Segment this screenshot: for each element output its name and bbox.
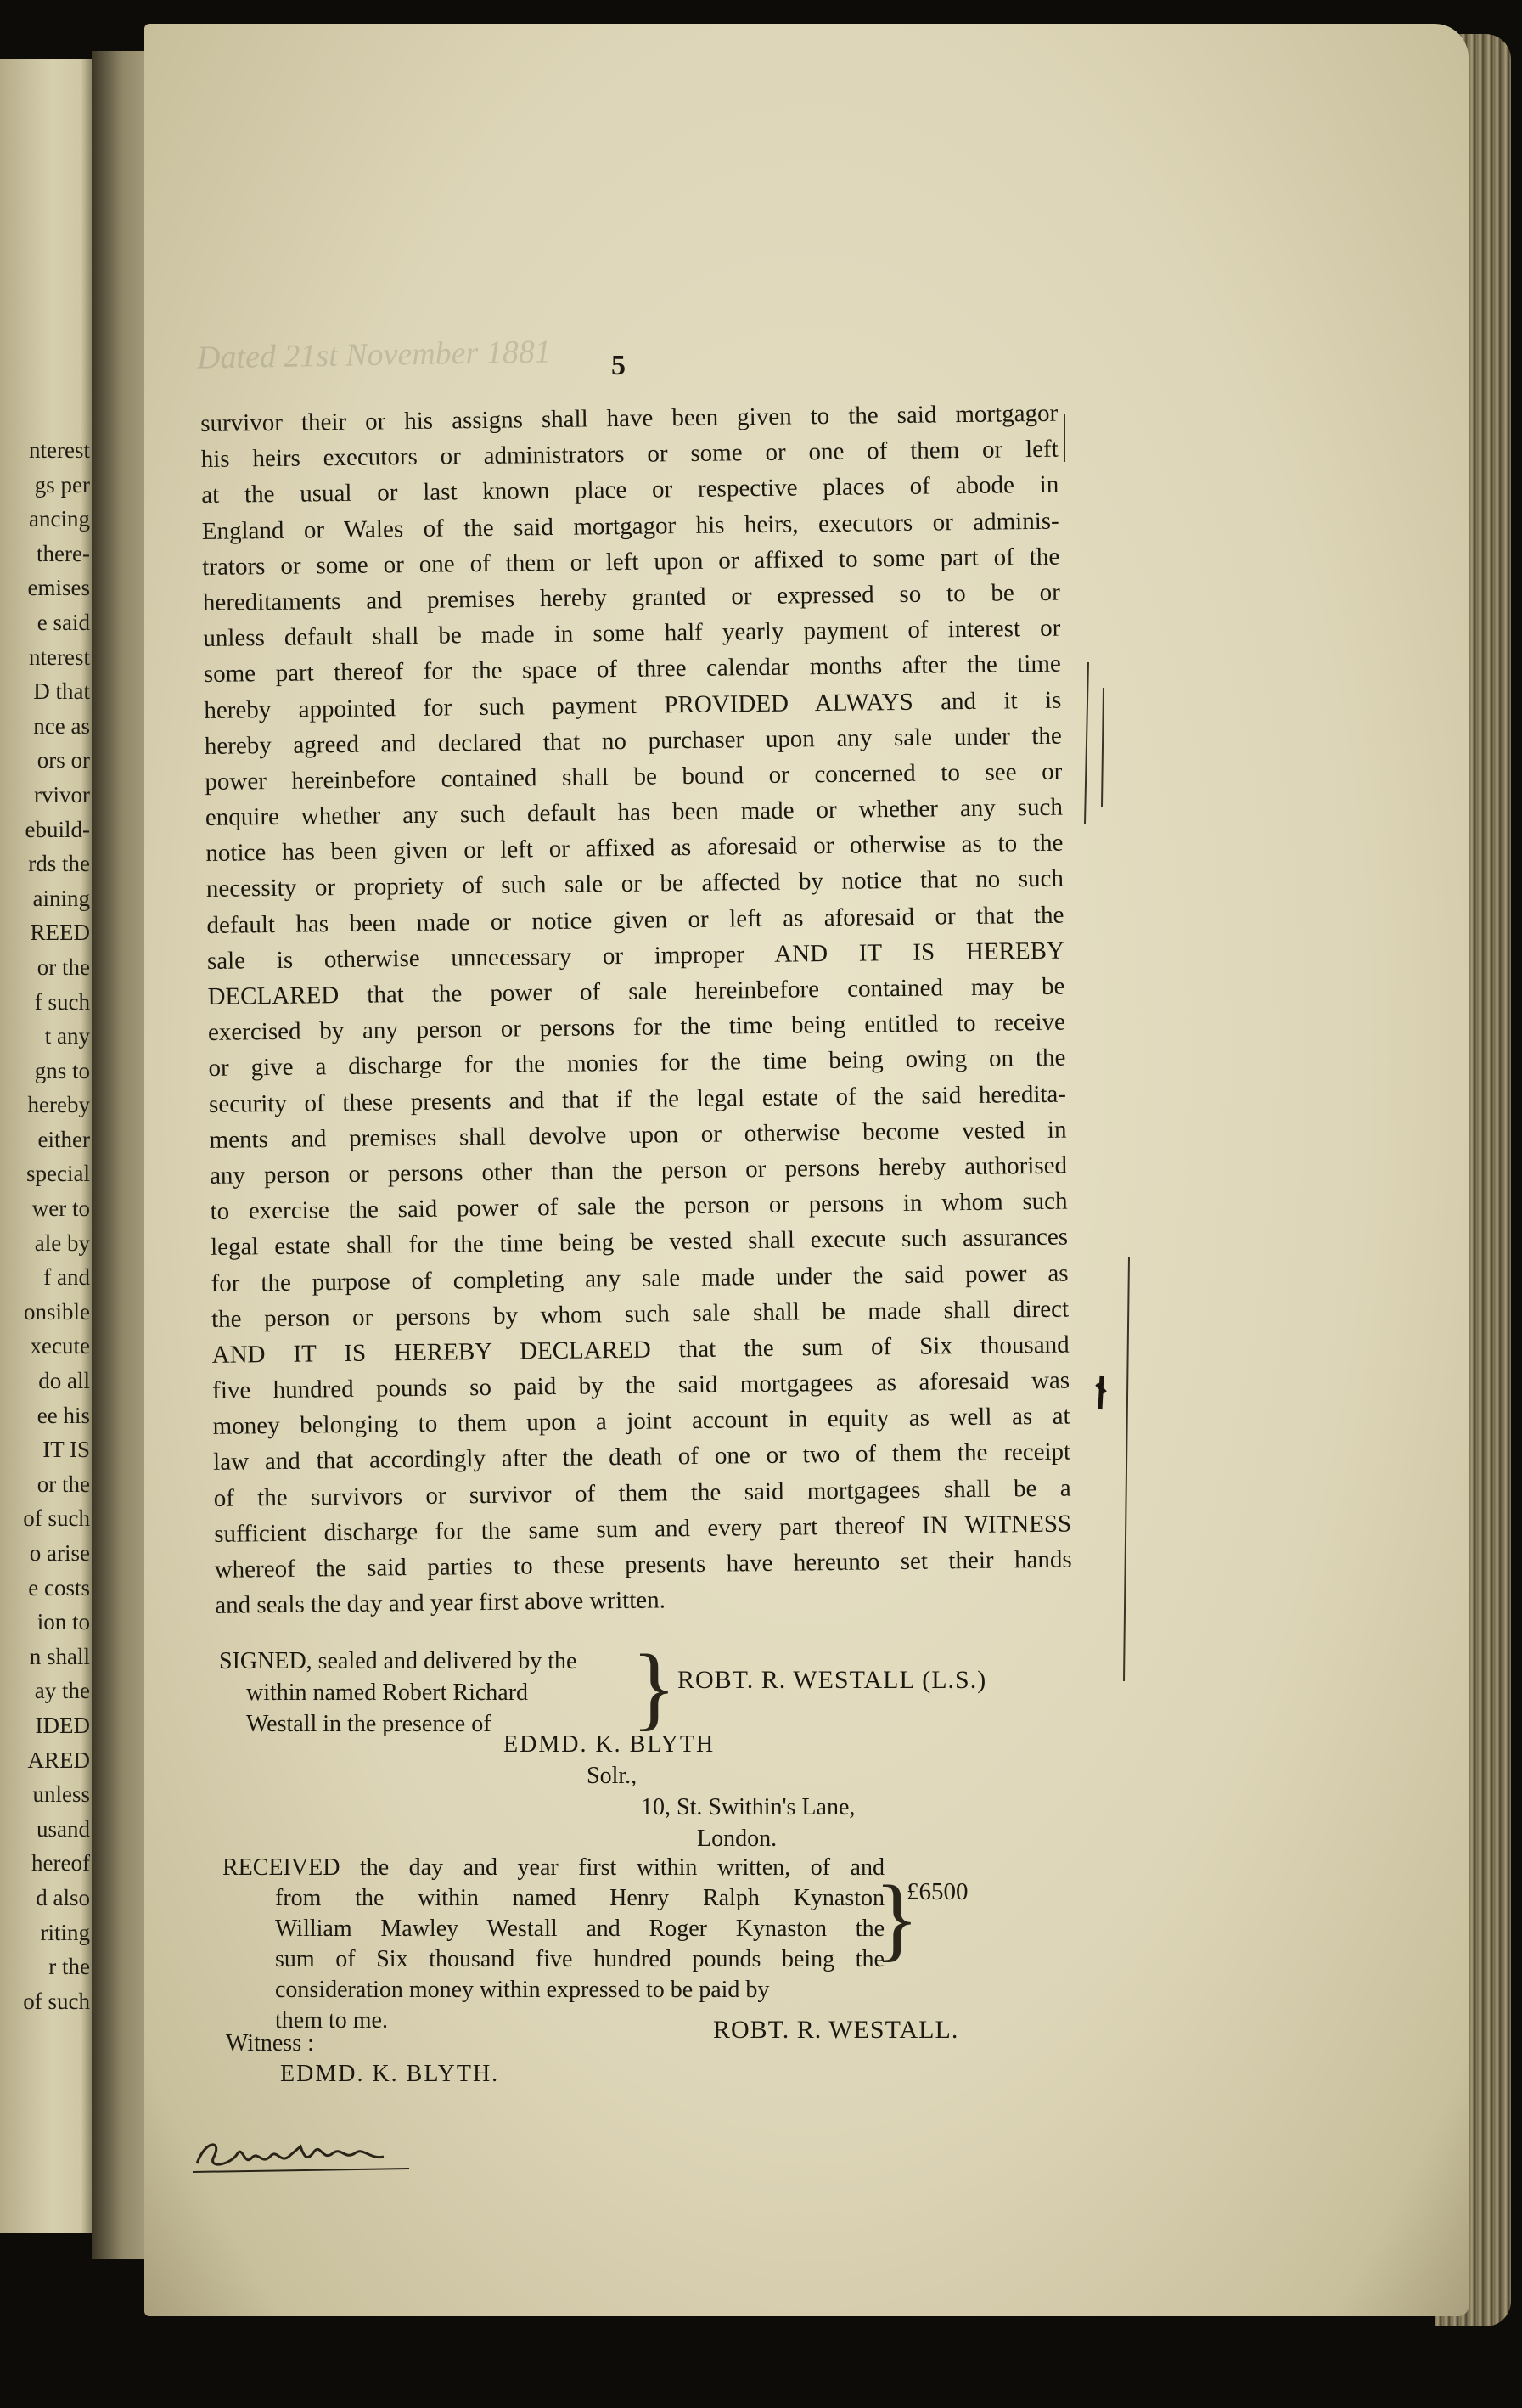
receipt-amount: £6500 <box>907 1878 969 1905</box>
left-fragment-line: ale by <box>34 1229 90 1256</box>
margin-marks <box>1053 408 1154 1681</box>
left-fragment-line: unless <box>32 1781 90 1808</box>
body-line: whereof the said parties to these presents have hereunto set their hands <box>214 1545 1072 1584</box>
witness-name: EDMD. K. BLYTH <box>503 1731 716 1758</box>
body-line: law and that accordingly after the death of one or two of them the receipt <box>213 1438 1071 1477</box>
receipt-line: from the within named Henry Ralph Kynaston <box>275 1885 885 1911</box>
receipt-line: consideration money within expressed to be paid by <box>275 1977 770 2003</box>
left-fragment-line: aining <box>32 885 90 911</box>
receipt-line: William Mawley Westall and Roger Kynaston the <box>275 1916 885 1942</box>
left-fragment-line: nterest <box>29 644 90 670</box>
body-line: five hundred pounds so paid by the said mortgagees as aforesaid was <box>211 1366 1070 1404</box>
left-fragment-line: of such <box>23 1988 90 2014</box>
body-line: England or Wales of the said mortgagor his heirs, executors or adminis- <box>201 507 1059 545</box>
left-fragment-line: ee his <box>37 1402 90 1428</box>
left-fragment-line: ion to <box>37 1609 90 1635</box>
left-fragment-line: IT IS <box>42 1437 90 1463</box>
left-fragment-line: onsible <box>24 1298 90 1325</box>
body-line: any person or persons other than the person or persons hereby authorised <box>209 1151 1068 1190</box>
left-fragment-line: ARED <box>27 1747 90 1773</box>
left-fragment-line: usand <box>37 1815 90 1842</box>
left-fragment-line: or the <box>37 1471 90 1497</box>
left-fragment-line: or the <box>37 954 90 980</box>
body-line: to exercise the said power of sale the person or persons in whom such <box>210 1187 1068 1226</box>
receipt-line: RECEIVED the day and year first within written, of and <box>222 1854 885 1881</box>
body-line: power hereinbefore contained shall be bound or concerned to see or <box>205 757 1063 796</box>
left-fragment-line: e said <box>37 609 90 635</box>
receipt-signer: ROBT. R. WESTALL. <box>713 2016 959 2044</box>
left-fragment-line: d also <box>36 1884 90 1910</box>
body-line: at the usual or last known place or respective places of abode in <box>201 471 1059 509</box>
left-fragment-line: REED <box>30 920 90 946</box>
left-fragment-line: n shall <box>29 1643 90 1669</box>
left-fragment-line: f such <box>34 988 90 1015</box>
left-fragment-line: riting <box>40 1919 90 1945</box>
body-line: enquire whether any such default has been made or whether any such <box>205 793 1064 832</box>
left-fragment-line: f and <box>43 1264 90 1291</box>
bleed-through-text: Dated 21st November 1881 <box>196 334 552 376</box>
left-fragment-line: there- <box>37 540 90 566</box>
left-fragment-line: of such <box>23 1505 90 1532</box>
left-fragment-line: gs per <box>34 471 90 498</box>
body-line: DECLARED that the power of sale hereinbefore contained may be <box>207 972 1065 1010</box>
receipt-block <box>222 1853 885 2036</box>
body-line: hereby appointed for such payment PROVIDED ALWAYS and it is <box>204 686 1062 724</box>
body-line: necessity or propriety of such sale or be affected by notice that no such <box>205 865 1064 903</box>
body-line: survivor their or his assigns shall have been given to the said mortgagor <box>200 399 1059 437</box>
body-line: for the purpose of completing any sale made under the said power as <box>211 1259 1069 1297</box>
left-fragment-line: ancing <box>29 506 90 532</box>
left-fragment-line: ors or <box>37 747 90 774</box>
body-line: or give a discharge for the monies for the time being owing on the <box>208 1044 1066 1083</box>
body-line: security of these presents and that if the legal estate of the said heredita- <box>208 1080 1067 1118</box>
left-fragment-line: rds the <box>28 851 90 877</box>
body-line: hereditaments and premises hereby granted or expressed so to be or <box>202 578 1060 616</box>
body-line: his heirs executors or administrators or some or one of them or left <box>200 435 1059 474</box>
left-facing-page <box>0 59 95 2233</box>
body-line: exercised by any person or persons for the time being entitled to receive <box>207 1008 1066 1047</box>
witness-city: London. <box>697 1826 778 1852</box>
left-fragment-line: do all <box>38 1368 90 1394</box>
left-fragment-line: gns to <box>34 1057 90 1083</box>
left-fragment-line: wer to <box>31 1196 90 1222</box>
left-fragment-line: xecute <box>30 1333 90 1359</box>
body-line: default has been made or notice given or left as aforesaid or that the <box>206 901 1064 939</box>
signer-name: ROBT. R. WESTALL (L.S.) <box>677 1666 987 1694</box>
witness-address: 10, St. Swithin's Lane, <box>641 1794 856 1820</box>
left-fragment-line: e costs <box>28 1574 90 1601</box>
signed-line-2: within named Robert Richard <box>246 1679 529 1706</box>
receipt-witness-name: EDMD. K. BLYTH. <box>280 2061 500 2087</box>
left-fragment-line: hereof <box>31 1850 90 1876</box>
left-fragment-line: special <box>26 1161 90 1187</box>
receipt-line: sum of Six thousand five hundred pounds being the <box>275 1946 885 1972</box>
receipt-witness-label: Witness : <box>226 2030 314 2056</box>
body-line: ments and premises shall devolve upon or otherwise become vested in <box>209 1116 1067 1154</box>
receipt-line: them to me. <box>275 2007 388 2034</box>
left-fragment-line: o arise <box>29 1540 90 1566</box>
handwritten-signature <box>188 2123 426 2182</box>
left-fragment-line: either <box>37 1126 90 1152</box>
left-fragment-line: IDED <box>35 1712 90 1738</box>
left-page-text-fragments <box>0 433 90 2018</box>
left-fragment-line: t any <box>44 1023 90 1049</box>
body-line: sale is otherwise unnecessary or improper AND IT IS HEREBY <box>206 937 1065 975</box>
body-line: some part thereof for the space of three calendar months after the time <box>203 650 1061 689</box>
signed-sealed-block <box>219 1646 576 1740</box>
signed-line-3: Westall in the presence of <box>246 1711 491 1737</box>
witness-title: Solr., <box>587 1763 637 1789</box>
page-number: 5 <box>611 350 626 381</box>
left-fragment-line: ebuild- <box>25 816 90 842</box>
witness-block <box>503 1729 855 1854</box>
body-line: and seals the day and year first above written. <box>215 1586 666 1620</box>
body-line: money belonging to them upon a joint account in equity as well as at <box>212 1402 1070 1441</box>
left-fragment-line: nterest <box>29 437 90 463</box>
body-line: legal estate shall for the time being be vested shall execute such assurances <box>210 1223 1069 1262</box>
body-line: unless default shall be made in some half yearly payment of interest or <box>203 614 1061 653</box>
deed-body-text <box>200 396 1072 1624</box>
body-line: of the survivors or survivor of them the said mortgagees shall be a <box>213 1474 1071 1512</box>
left-fragment-line: r the <box>48 1954 90 1980</box>
body-line: sufficient discharge for the same sum and every part thereof IN WITNESS <box>214 1510 1072 1548</box>
left-fragment-line: D that <box>33 678 90 705</box>
left-fragment-line: hereby <box>27 1092 90 1118</box>
body-line: hereby agreed and declared that no purchaser upon any sale under the <box>204 722 1063 760</box>
body-line: the person or persons by whom such sale shall be made shall direct <box>211 1295 1070 1333</box>
left-fragment-line: ay the <box>34 1678 90 1704</box>
body-line: trators or some or one of them or left upon or affixed to some part of the <box>202 543 1060 581</box>
left-fragment-line: nce as <box>33 712 90 739</box>
brace-receipt: } <box>874 1866 919 1970</box>
brace-signed: } <box>632 1635 677 1739</box>
left-fragment-line: emises <box>27 575 90 601</box>
body-line: notice has been given or left or affixed as aforesaid or otherwise as to the <box>205 829 1064 868</box>
signed-line-1: SIGNED, sealed and delivered by the <box>219 1648 577 1674</box>
left-fragment-line: rvivor <box>34 781 90 807</box>
body-line: AND IT IS HEREBY DECLARED that the sum of Six thousand <box>211 1331 1070 1369</box>
